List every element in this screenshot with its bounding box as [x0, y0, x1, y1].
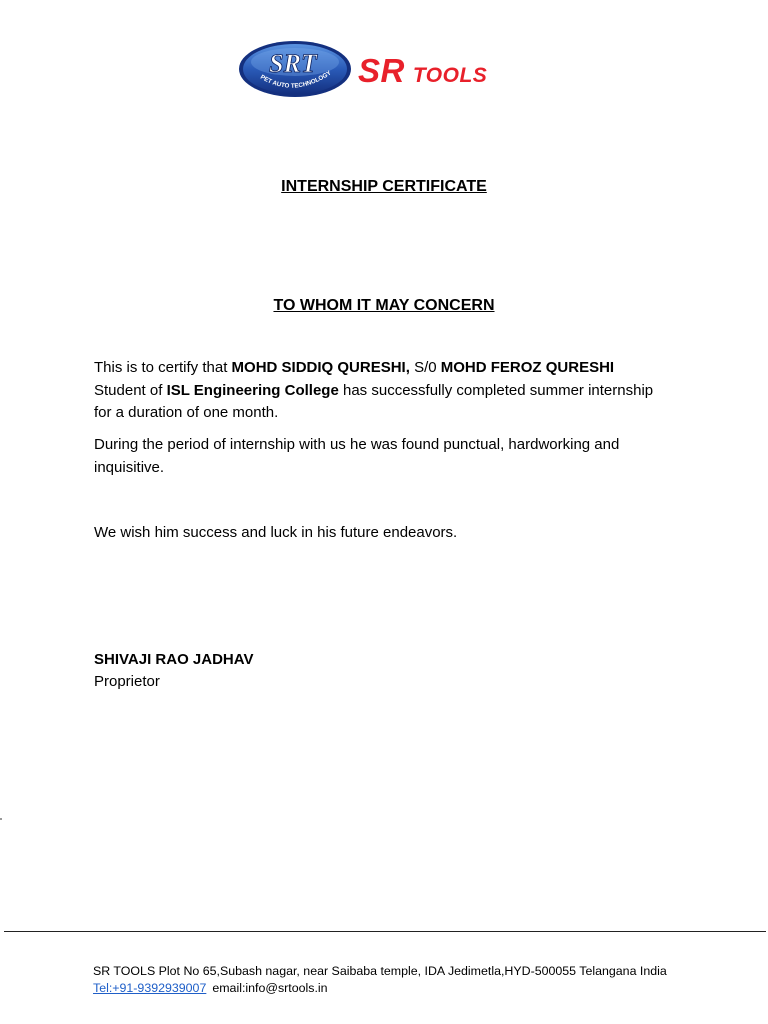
email-text: email:info@srtools.in: [212, 981, 328, 995]
completion-text: has successfully completed summer internship for a duration of one month.: [94, 381, 654, 421]
logo-wordmark: [358, 52, 487, 90]
wordmark-sr: SR: [358, 52, 405, 89]
footer-address: SR TOOLS Plot No 65,Subash nagar, near Saibaba temple, IDA Jedimetla,HYD-500055 Telangana India: [93, 964, 667, 978]
footer-contact: [93, 981, 328, 995]
relation-text: S/0: [409, 359, 441, 376]
intro-text: This is to certify that: [94, 359, 232, 376]
phone-link[interactable]: Tel:+91-9392939007: [93, 981, 207, 995]
wordmark-tools: TOOLS: [412, 64, 488, 87]
wishes-paragraph: We wish him success and luck in his future endeavors.: [94, 524, 458, 541]
company-logo: [238, 38, 520, 100]
emblem-text: SRT: [269, 49, 317, 78]
college-name: ISL Engineering College: [166, 381, 339, 399]
certification-paragraph: [94, 357, 674, 425]
footer-divider: [4, 931, 766, 932]
salutation: TO WHOM IT MAY CONCERN: [273, 297, 495, 314]
student-of-text: Student of: [94, 381, 167, 399]
conduct-paragraph: During the period of internship with us he was found punctual, hardworking and inquisitive.: [94, 436, 620, 476]
srt-emblem-icon: [238, 40, 352, 98]
signatory-title: Proprietor: [94, 673, 160, 690]
certificate-title: INTERNSHIP CERTIFICATE: [281, 178, 487, 195]
father-name: MOHD FEROZ QURESHI: [440, 359, 615, 376]
signatory-name: SHIVAJI RAO JADHAV: [94, 651, 254, 668]
margin-mark: [0, 818, 2, 820]
student-name: MOHD SIDDIQ QURESHI,: [231, 359, 410, 376]
emblem-ring-text: PET AUTO TECHNOLOGY: [259, 69, 333, 90]
